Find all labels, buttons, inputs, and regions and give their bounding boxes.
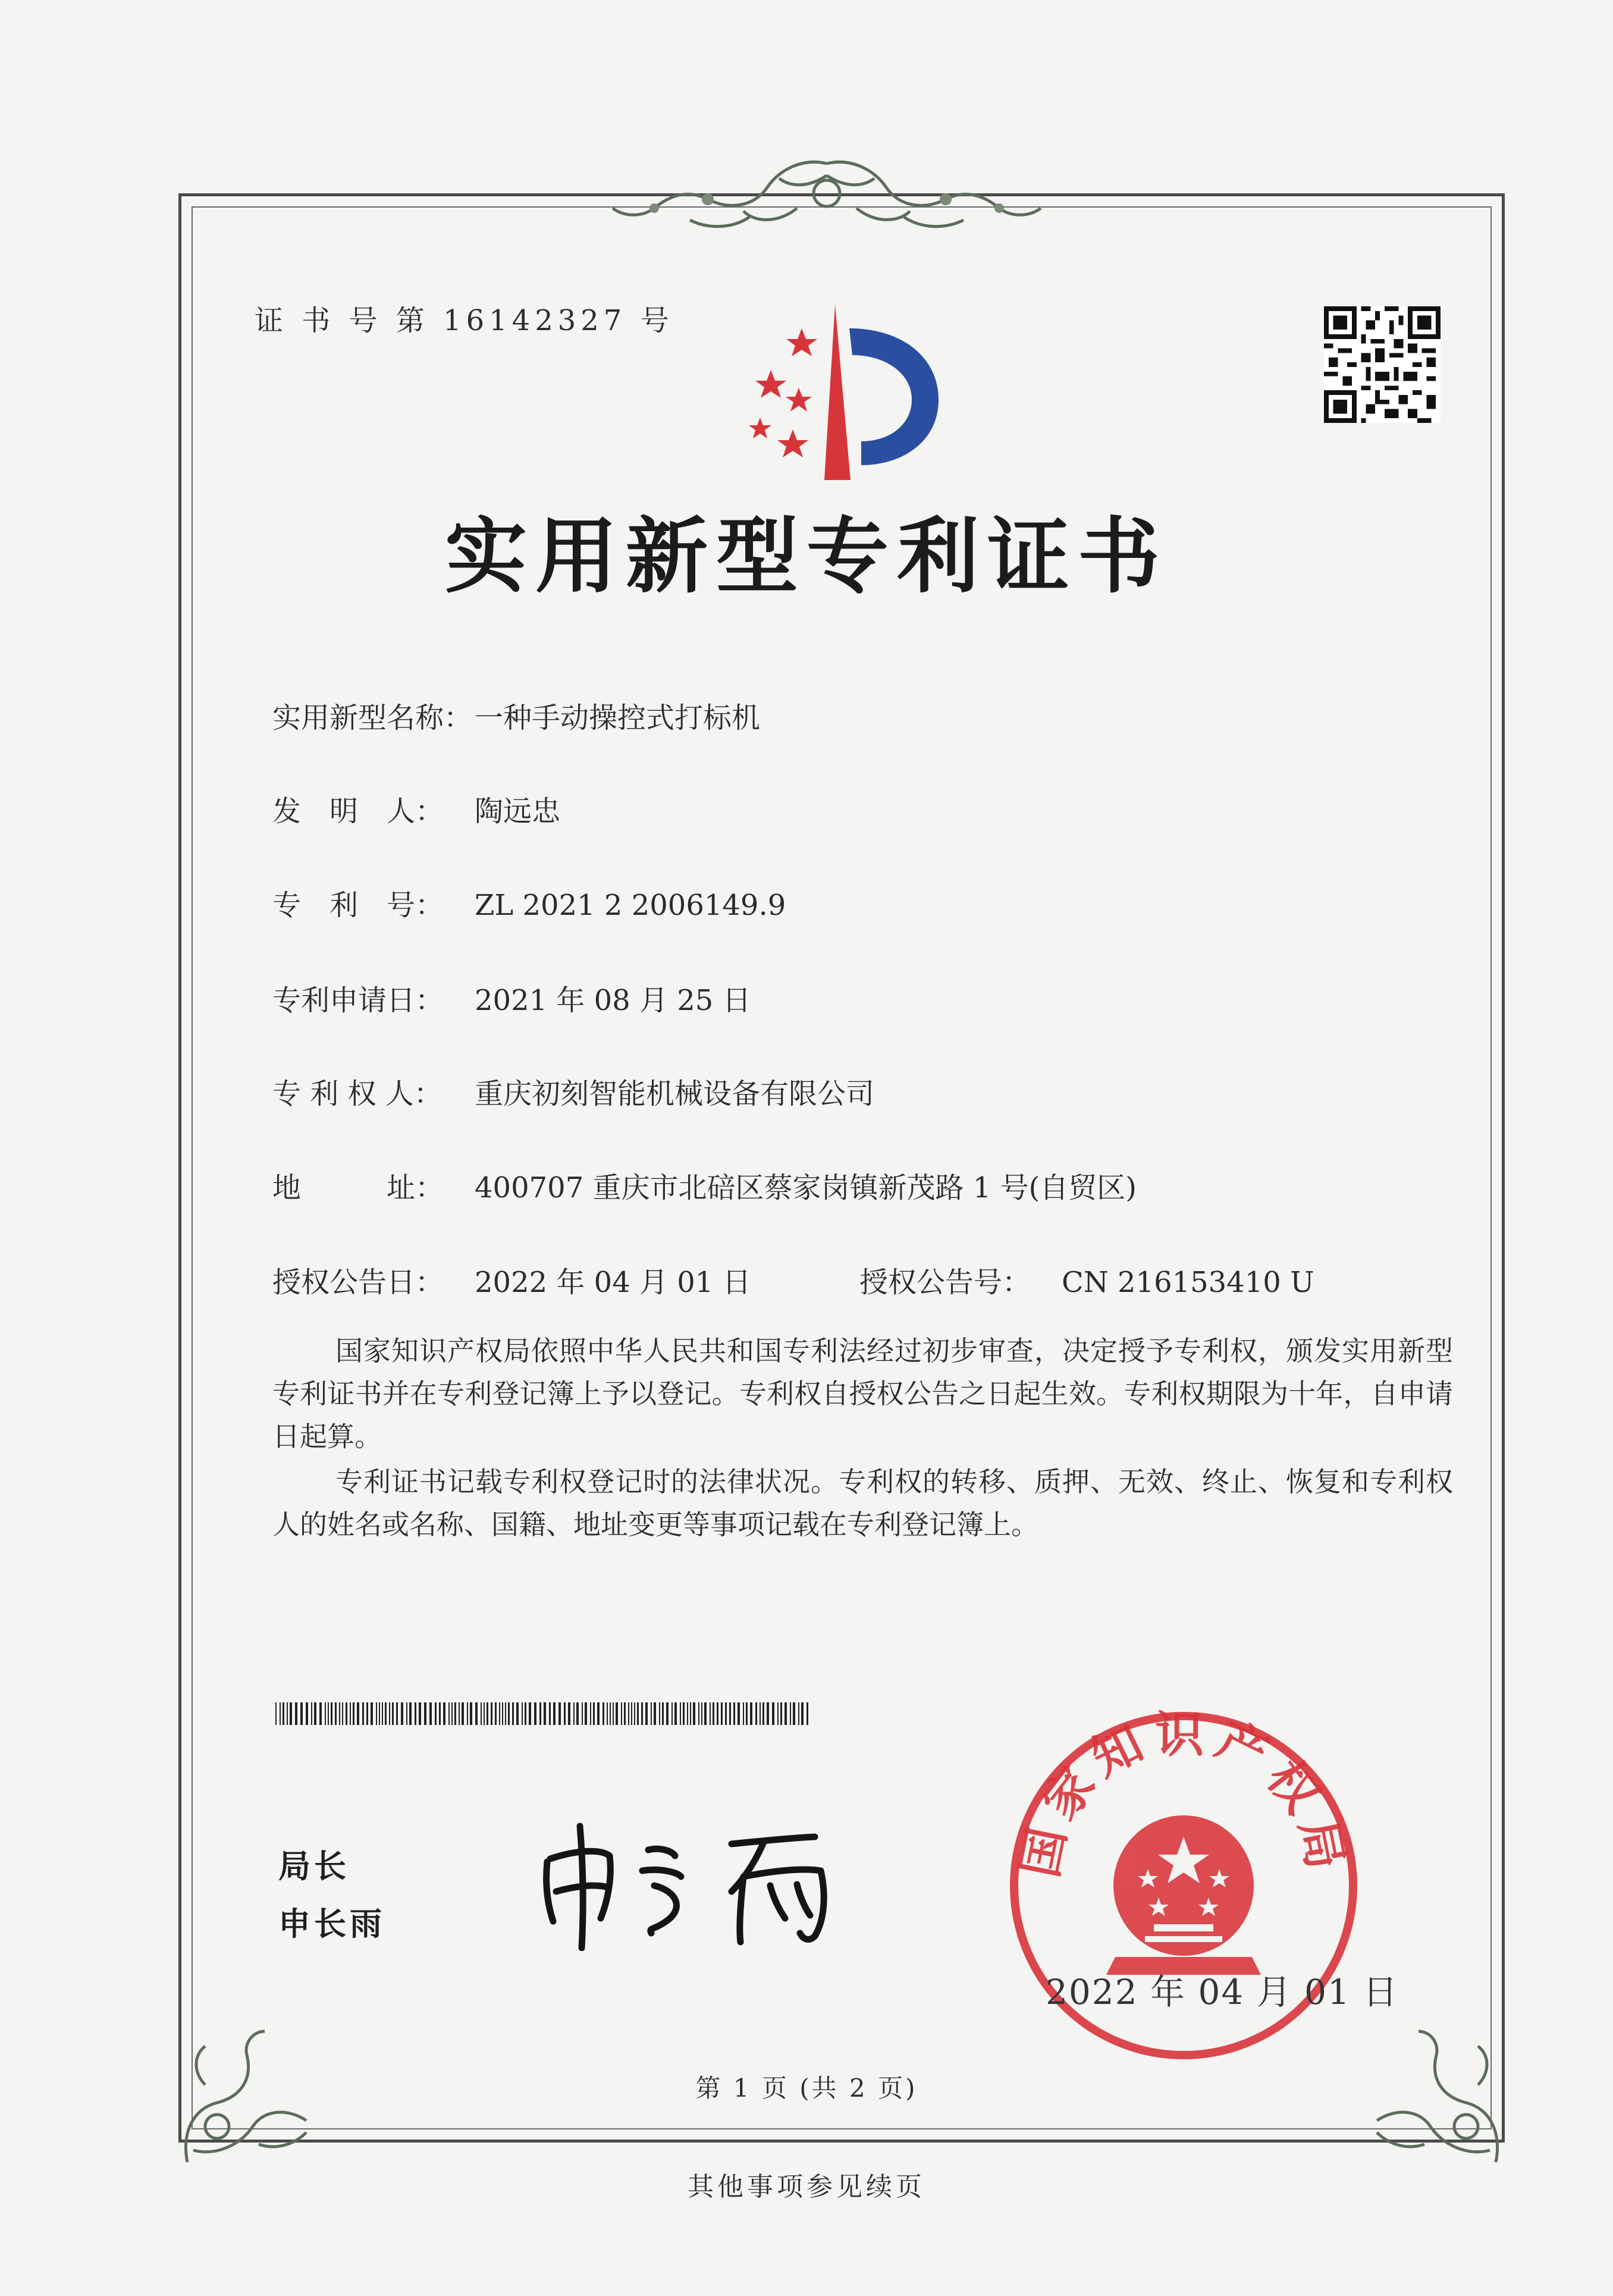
field-label: 专 利 权 人： (272, 1077, 443, 1111)
field-label: 实用新型名称： (272, 701, 473, 735)
director-title: 局长 (278, 1848, 350, 1885)
field-value: ZL 2021 2 2006149.9 (475, 889, 786, 922)
field-patent-number (272, 882, 786, 923)
field-value: 一种手动操控式打标机 (475, 701, 761, 735)
certificate-title: 实用新型专利证书 (444, 509, 1168, 604)
director-signature (535, 1808, 868, 1951)
page-number: 第 1 页 (共 2 页) (695, 2074, 918, 2103)
statement-paragraph-2: 专利证书记载专利权登记时的法律状况。专利权的转移、质押、无效、终止、恢复和专利权人的姓名或名称、国籍、地址变更等事项记载在专利登记簿上。 (272, 1466, 1453, 1541)
qr-code-icon (1324, 306, 1441, 423)
field-label: 专 利 号： (272, 889, 444, 922)
field-address (272, 1165, 1137, 1206)
field-grant-number (859, 1259, 1314, 1300)
field-label: 专利申请日： (272, 984, 444, 1017)
field-value: 2021 年 08 月 25 日 (475, 984, 751, 1017)
field-value: CN 216153410 U (1062, 1266, 1314, 1299)
footer-note: 其他事项参见续页 (688, 2172, 925, 2202)
seal-date: 2022 年 04 月 01 日 (1046, 1972, 1399, 2012)
field-label: 地 址： (272, 1171, 444, 1205)
certificate-number: 证 书 号 第 16142327 号 (255, 304, 674, 337)
svg-text:国家知识产权局: 国家知识产权局 (1012, 1707, 1355, 1883)
statement-paragraph-1: 国家知识产权局依照中华人民共和国专利法经过初步审查，决定授予专利权，颁发实用新型专利证书并在专利登记簿上予以登记。专利权自授权公告之日起生效。专利权期限为十年，自申请日起算。 (272, 1335, 1453, 1453)
barcode-icon (275, 1702, 814, 1725)
field-utility-model-name (272, 695, 760, 736)
field-value: 2022 年 04 月 01 日 (475, 1266, 751, 1299)
field-value: 重庆初刻智能机械设备有限公司 (475, 1077, 875, 1111)
field-label: 授权公告日： (272, 1266, 444, 1299)
field-label: 发 明 人： (272, 795, 444, 828)
top-ornament-icon (601, 152, 1053, 238)
field-inventor (272, 788, 560, 829)
patent-office-logo-icon (724, 305, 962, 483)
field-filing-date (272, 977, 751, 1018)
field-patentee (272, 1071, 874, 1112)
field-value: 400707 重庆市北碚区蔡家岗镇新茂路 1 号(自贸区) (475, 1171, 1137, 1205)
field-grant-date (272, 1259, 751, 1300)
director-name: 申长雨 (278, 1905, 385, 1943)
field-label: 授权公告号： (859, 1266, 1031, 1299)
field-value: 陶远忠 (475, 795, 561, 828)
